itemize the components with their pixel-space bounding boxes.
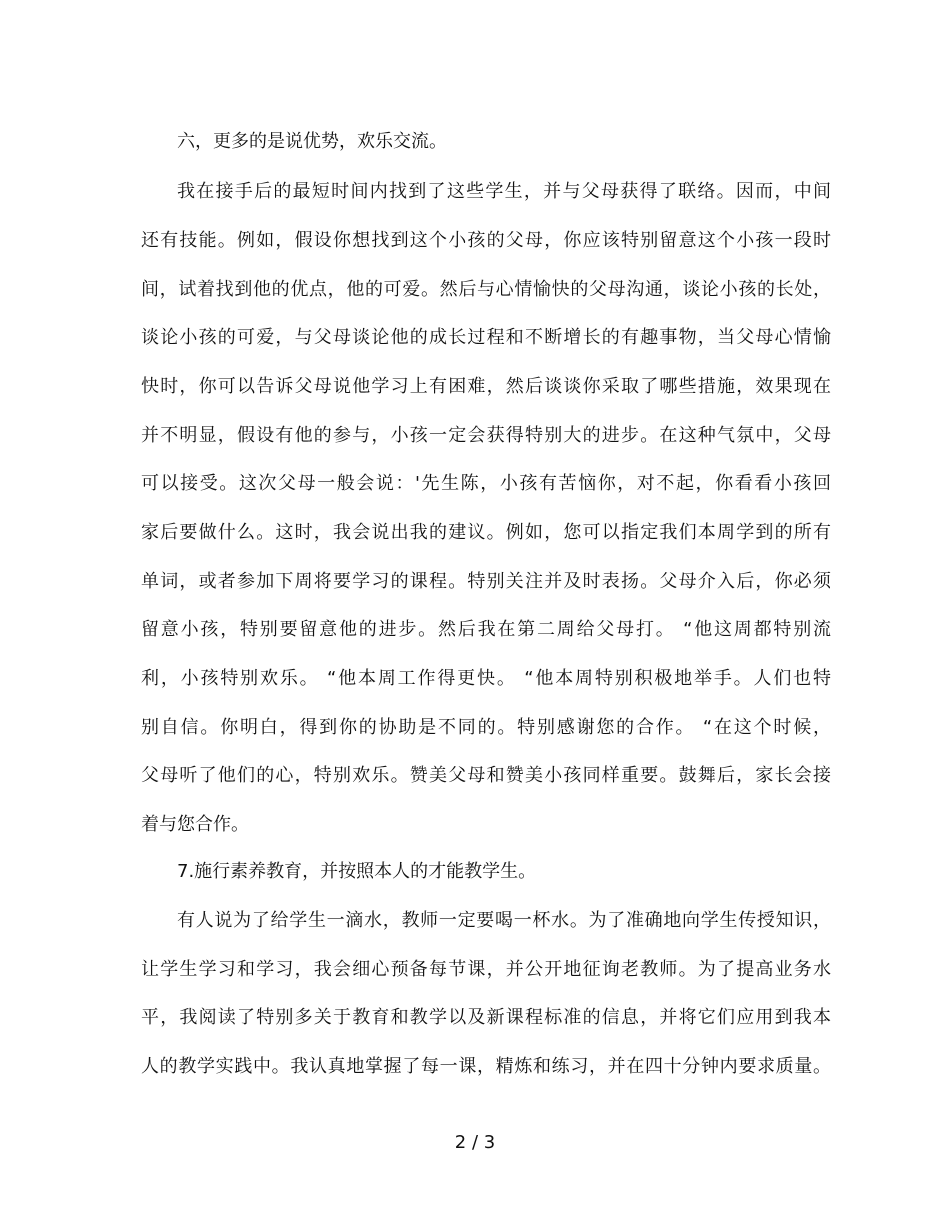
paragraph-line: 让学生学习和学习，我会细心预备每节课，并公开地征询老教师。为了提高业务水	[141, 959, 831, 980]
paragraph-line: 家后要做什么。这时，我会说出我的建议。例如，您可以指定我们本周学到的所有	[141, 522, 831, 543]
paragraph-line: 并不明显，假设有他的参与，小孩一定会获得特别大的进步。在这种气氛中，父母	[141, 425, 831, 446]
page-number: 2 / 3	[454, 1132, 496, 1153]
section-heading-6: 六，更多的是说优势，欢乐交流。	[177, 131, 447, 152]
section-heading-7: 7.施行素养教育，并按照本人的才能教学生。	[177, 861, 537, 882]
paragraph-line: 间，试着找到他的优点，他的可爱。然后与心情愉快的父母沟通，谈论小孩的长处，	[141, 279, 831, 300]
paragraph-line: 快时，你可以告诉父母说他学习上有困难，然后谈谈你采取了哪些措施，效果现在	[141, 376, 831, 397]
paragraph-line: 有人说为了给学生一滴水，教师一定要喝一杯水。为了准确地向学生传授知识，	[177, 910, 831, 931]
paragraph-line: 单词，或者参加下周将要学习的课程。特别关注并及时表扬。父母介入后，你必须	[141, 571, 831, 592]
paragraph-line: 平，我阅读了特别多关于教育和教学以及新课程标准的信息，并将它们应用到我本	[141, 1007, 831, 1028]
paragraph-line: 着与您合作。	[141, 814, 249, 835]
paragraph-line: 还有技能。例如，假设你想找到这个小孩的父母，你应该特别留意这个小孩一段时	[141, 230, 831, 251]
paragraph-line: 谈论小孩的可爱，与父母谈论他的成长过程和不断增长的有趣事物，当父母心情愉	[141, 327, 831, 348]
paragraph-line: 可以接受。这次父母一般会说：'先生陈，小孩有苦恼你，对不起，你看看小孩回	[141, 473, 831, 494]
paragraph-line: 利，小孩特别欢乐。 “他本周工作得更快。 “他本周特别积极地举手。人们也特	[141, 668, 831, 689]
paragraph-line: 我在接手后的最短时间内找到了这些学生，并与父母获得了联络。因而，中间	[177, 181, 831, 202]
paragraph-line: 父母听了他们的心，特别欢乐。赞美父母和赞美小孩同样重要。鼓舞后，家长会接	[141, 765, 831, 786]
paragraph-line: 留意小孩，特别要留意他的进步。然后我在第二周给父母打。 “他这周都特别流	[141, 619, 831, 640]
paragraph-line: 人的教学实践中。我认真地掌握了每一课，精炼和练习，并在四十分钟内要求质量。	[141, 1056, 831, 1077]
paragraph-line: 别自信。你明白，得到你的协助是不同的。特别感谢您的合作。 “在这个时候，	[141, 717, 831, 738]
